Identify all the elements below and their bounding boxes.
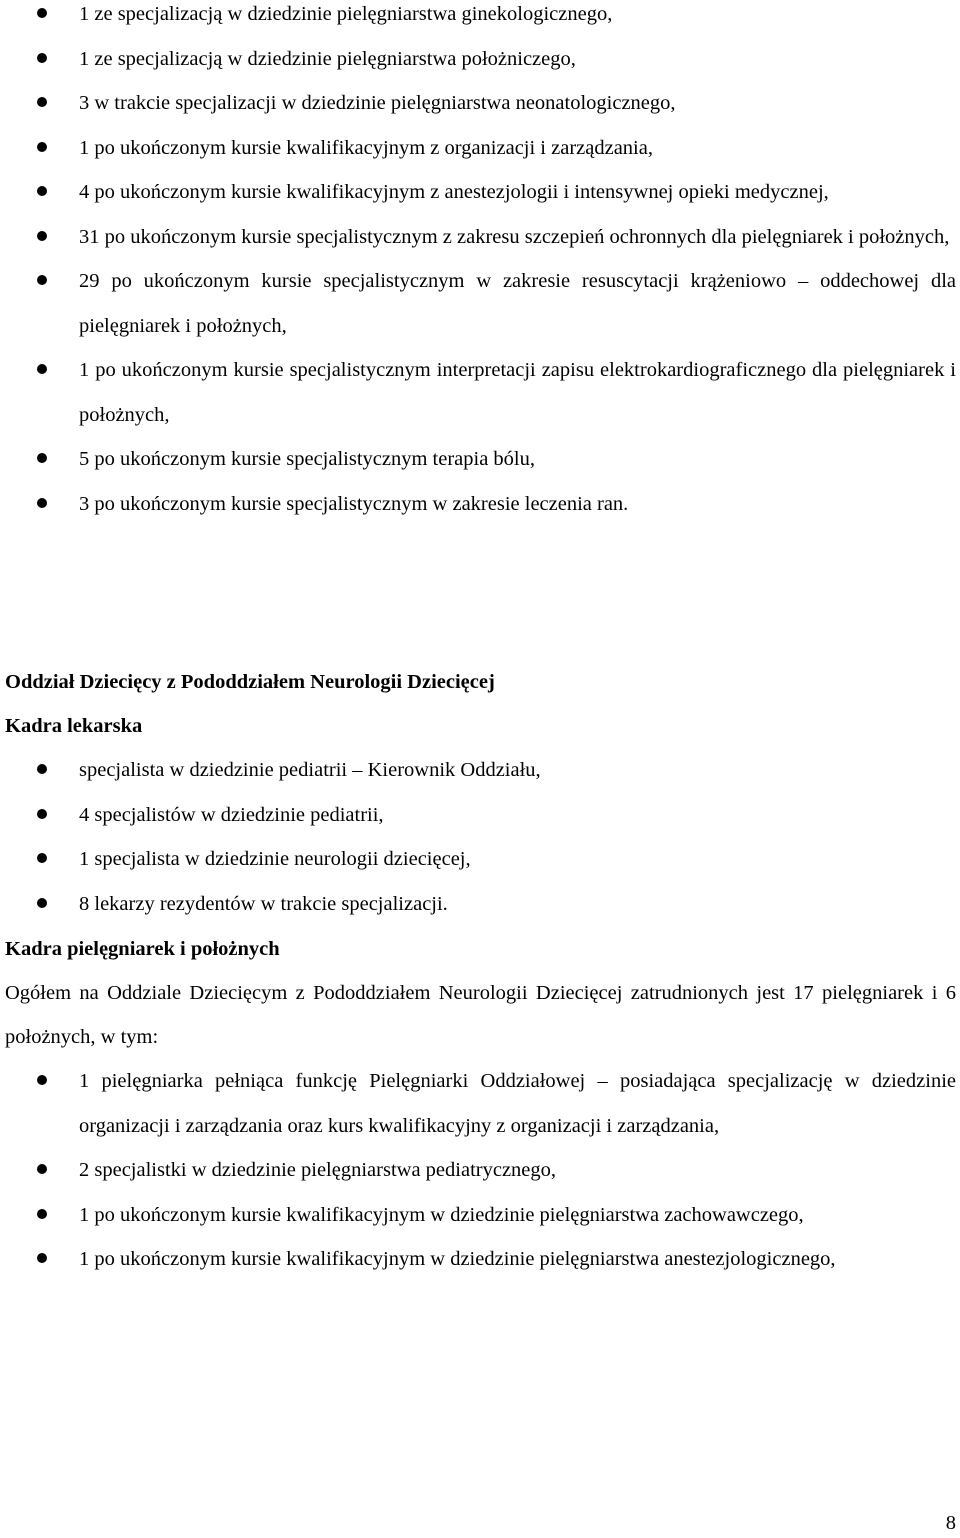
nurses-list [0,1059,960,1282]
bullet-icon [37,97,47,107]
doctors-heading: Kadra lekarska [5,715,143,737]
bullet-icon [37,8,47,18]
bullet-icon [37,1209,47,1219]
nurses-paragraph: Ogółem na Oddziale Dziecięcym z Pododdziałem Neurologii Dziecięcej zatrudnionych jest 17 pielęgniarek i 6 położnych, w tym: [5,982,956,1048]
bullet-icon [37,142,47,152]
bullet-icon [37,186,47,196]
bullet-icon [37,453,47,463]
page-number: 8 [945,1512,956,1534]
list-item: 3 po ukończonym kursie specjalistycznym w zakresie leczenia ran. [0,482,960,527]
bullet-icon [37,231,47,241]
list-item: 1 po ukończonym kursie kwalifikacyjnym z organizacji i zarządzania, [0,126,960,171]
bullet-icon [37,1164,47,1174]
list-item: 4 specjalistów w dziedzinie pediatrii, [0,793,960,838]
list-item: 3 w trakcie specjalizacji w dziedzinie pielęgniarstwa neonatologicznego, [0,81,960,126]
list-item: 1 po ukończonym kursie specjalistycznym interpretacji zapisu elektrokardiograficznego dla pielęgniarek i położnych, [0,348,960,437]
bullet-icon [37,764,47,774]
bullet-icon [37,853,47,863]
list-item: 29 po ukończonym kursie specjalistycznym w zakresie resuscytacji krążeniowo – oddechowej dla pielęgniarek i położnych, [0,259,960,348]
list-item: 8 lekarzy rezydentów w trakcie specjalizacji. [0,882,960,927]
list-item: 1 ze specjalizacją w dziedzinie pielęgniarstwa położniczego, [0,37,960,82]
list-item: 1 po ukończonym kursie kwalifikacyjnym w dziedzinie pielęgniarstwa anestezjologicznego, [0,1237,960,1282]
list-item: 31 po ukończonym kursie specjalistycznym z zakresu szczepień ochronnych dla pielęgniarek i położnych, [0,215,960,260]
bullet-icon [37,53,47,63]
bullet-icon [37,498,47,508]
list-item: 4 po ukończonym kursie kwalifikacyjnym z anestezjologii i intensywnej opieki medycznej, [0,170,960,215]
nurses-heading: Kadra pielęgniarek i położnych [5,938,280,960]
nurse-qualifications-list [0,0,960,526]
list-item: 1 pielęgniarka pełniąca funkcję Pielęgniarki Oddziałowej – posiadająca specjalizację w dziedzinie organizacji i zarządzania oraz kurs kwalifikacyjny z organizacji i zarządzania, [0,1059,960,1148]
bullet-icon [37,898,47,908]
bullet-icon [37,364,47,374]
list-item: 1 ze specjalizacją w dziedzinie pielęgniarstwa ginekologicznego, [0,0,960,37]
list-item: 5 po ukończonym kursie specjalistycznym terapia bólu, [0,437,960,482]
section-title: Oddział Dziecięcy z Pododdziałem Neurologii Dziecięcej [5,671,495,693]
doctors-list [0,748,960,926]
bullet-icon [37,1075,47,1085]
bullet-icon [37,809,47,819]
bullet-icon [37,1253,47,1263]
list-item: 1 po ukończonym kursie kwalifikacyjnym w dziedzinie pielęgniarstwa zachowawczego, [0,1193,960,1238]
list-item: 1 specjalista w dziedzinie neurologii dziecięcej, [0,837,960,882]
list-item: 2 specjalistki w dziedzinie pielęgniarstwa pediatrycznego, [0,1148,960,1193]
list-item: specjalista w dziedzinie pediatrii – Kierownik Oddziału, [0,748,960,793]
bullet-icon [37,275,47,285]
